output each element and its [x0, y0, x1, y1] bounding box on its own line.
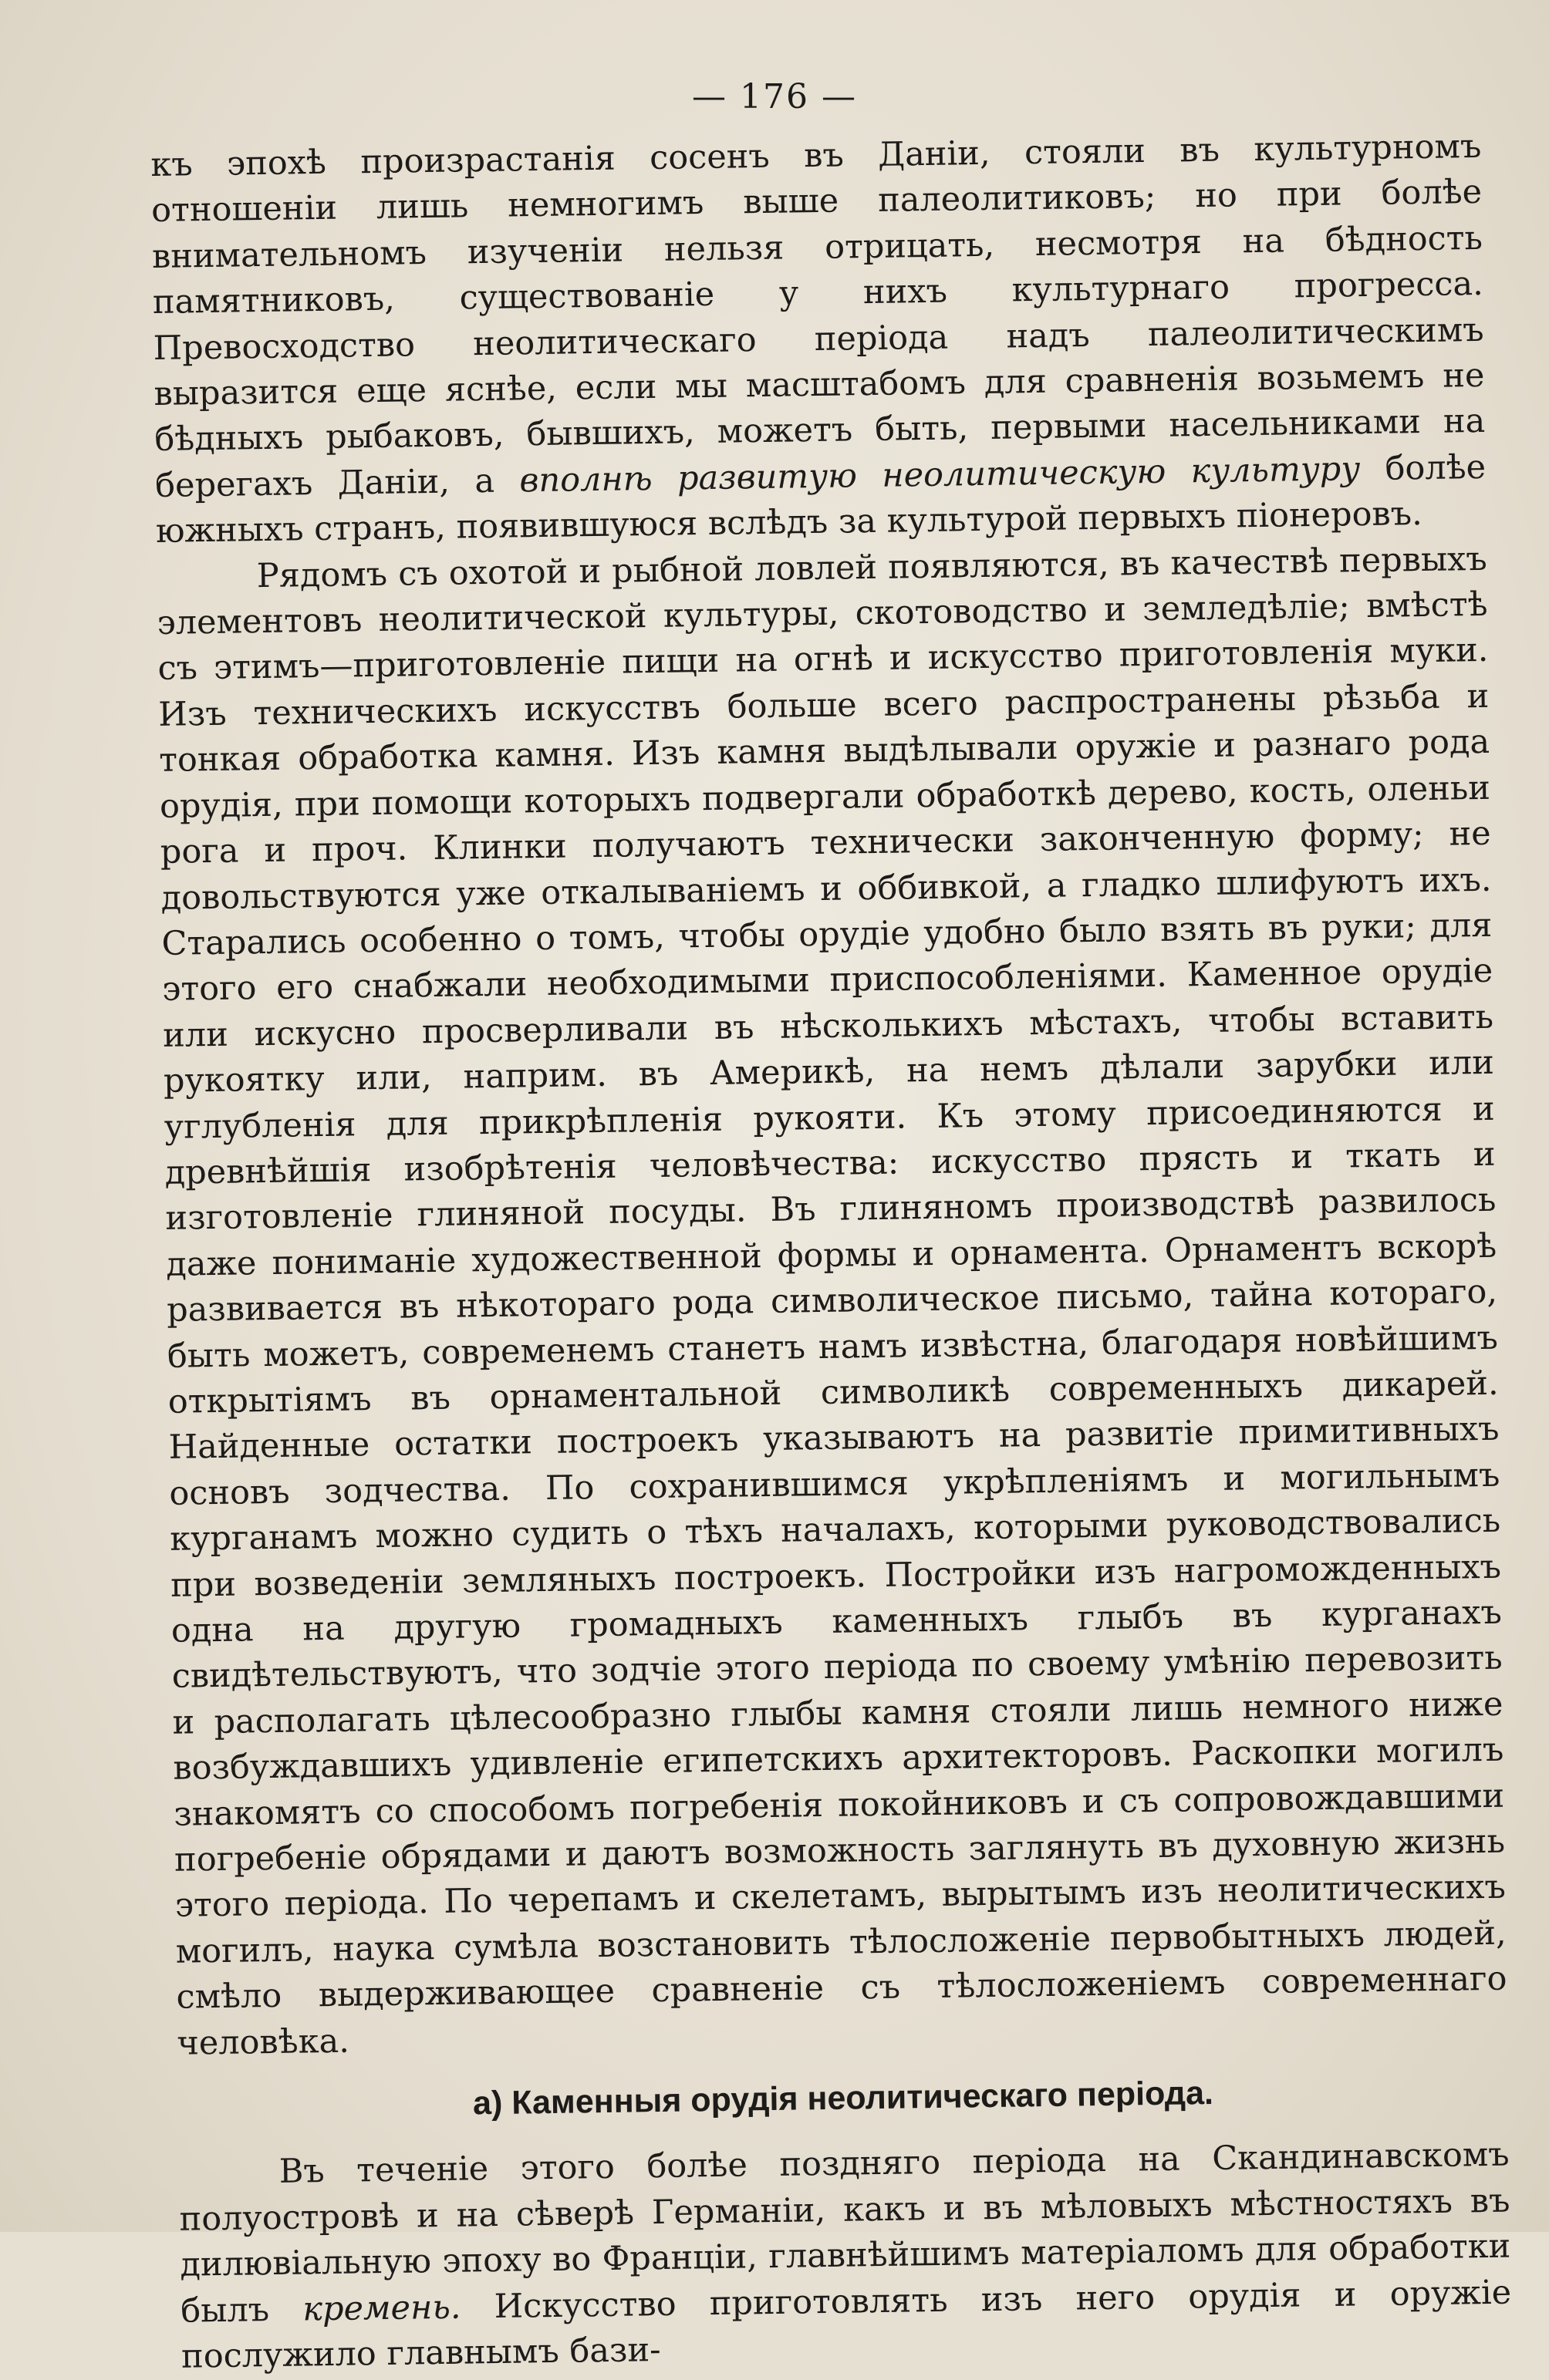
page-number: — 176 —: [692, 77, 857, 116]
paragraph-3: [178, 2132, 1512, 2380]
paragraph-1: [150, 124, 1487, 555]
paragraph-1-text-before: къ эпохѣ произрастанія сосенъ въ Даніи, стояли въ культурномъ отношеніи лишь немногимъ выше палеолитиковъ; но при болѣе внимательномъ изученіи нельзя отрицать, несмотря на бѣдность памятниковъ, существованіе у нихъ культурнаго прогресса. Превосходство неолитическаго періода надъ палеолитическимъ выразится еще яснѣе, если мы масштабомъ для сравненія возьмемъ не бѣдныхъ рыбаковъ, бывшихъ, можетъ быть, первыми насельниками на берегахъ Даніи, а: [150, 126, 1486, 505]
paragraph-2: Рядомъ съ охотой и рыбной ловлей появляются, въ качествѣ первыхъ элементовъ неолитической культуры, скотоводство и земледѣліе; вмѣстѣ съ этимъ—приготовленіе пищи на огнѣ и искусство приготовленія муки. Изъ техническихъ искусствъ больше всего распространены рѣзьба и тонкая обработка камня. Изъ камня выдѣлывали оружіе и разнаго рода орудія, при помощи которыхъ подвергали обработкѣ дерево, кость, оленьи рога и проч. Клинки получаютъ технически законченную форму; не довольствуются уже откалываніемъ и оббивкой, а гладко шлифуютъ ихъ. Старались особенно о томъ, чтобы орудіе удобно было взять въ руки; для этого его снабжали необходимыми приспособленіями. Каменное орудіе или искусно просверливали въ нѣсколькихъ мѣстахъ, чтобы вставить рукоятку или, наприм. въ Америкѣ, на немъ дѣлали зарубки или углубленія для прикрѣпленія рукояти. Къ этому присоединяются и древнѣйшія изобрѣтенія человѣчества: искусство прясть и ткать и изготовленіе глиняной посуды. Въ глиняномъ производствѣ развилось даже пониманіе художественной формы и орнамента. Орнаментъ вскорѣ развивается въ нѣкотораго рода символическое письмо, тайна котораго, быть можетъ, современемъ станетъ намъ извѣстна, благодаря новѣйшимъ открытіямъ въ орнаментальной символикѣ современныхъ дикарей. Найденные остатки построекъ указываютъ на развитіе примитивныхъ основъ зодчества. По сохранившимся укрѣпленіямъ и могильнымъ курганамъ можно судить о тѣхъ началахъ, которыми руководствовались при возведеніи земляныхъ построекъ. Постройки изъ нагроможденныхъ одна на другую громадныхъ каменныхъ глыбъ въ курганахъ свидѣтельствуютъ, что зодчіе этого періода по своему умѣнію перевозить и располагать цѣлесообразно глыбы камня стояли лишь немного ниже возбуждавшихъ удивленіе египетскихъ архитекторовъ. Раскопки могилъ знакомятъ со способомъ погребенія покойниковъ и съ сопровождавшими погребеніе обрядами и даютъ возможность заглянуть въ духовную жизнь этого періода. По черепамъ и скелетамъ, вырытымъ изъ неолитическихъ могилъ, наука сумѣла возстановить тѣлосложеніе первобытныхъ людей, смѣло выдерживающее сравненіе съ тѣлосложеніемъ современнаго человѣка.: [157, 539, 1507, 2063]
paragraph-3-text-after: Искусство приготовлять изъ него орудія и оружіе послужило главнымъ бази-: [181, 2273, 1512, 2376]
paragraph-1-italic: вполнѣ развитую неолитическую культуру: [519, 449, 1361, 501]
paragraph-3-italic: кремень.: [302, 2287, 461, 2329]
page-body: [150, 124, 1512, 2380]
paragraph-1-text-after: болѣе южныхъ странъ, появившуюся вслѣдъ за культурой первыхъ піонеровъ.: [155, 447, 1487, 551]
section-heading: а) Каменныя орудія неолитическаго періода.: [472, 2075, 1214, 2122]
paragraph-3-text-before: Въ теченіе этого болѣе поздняго періода на Скандинавскомъ полуостровѣ и на сѣверѣ Германіи, какъ и въ мѣловыхъ мѣстностяхъ въ дилювіальную эпоху во Франціи, главнѣйшимъ матеріаломъ для обработки былъ: [179, 2136, 1511, 2331]
